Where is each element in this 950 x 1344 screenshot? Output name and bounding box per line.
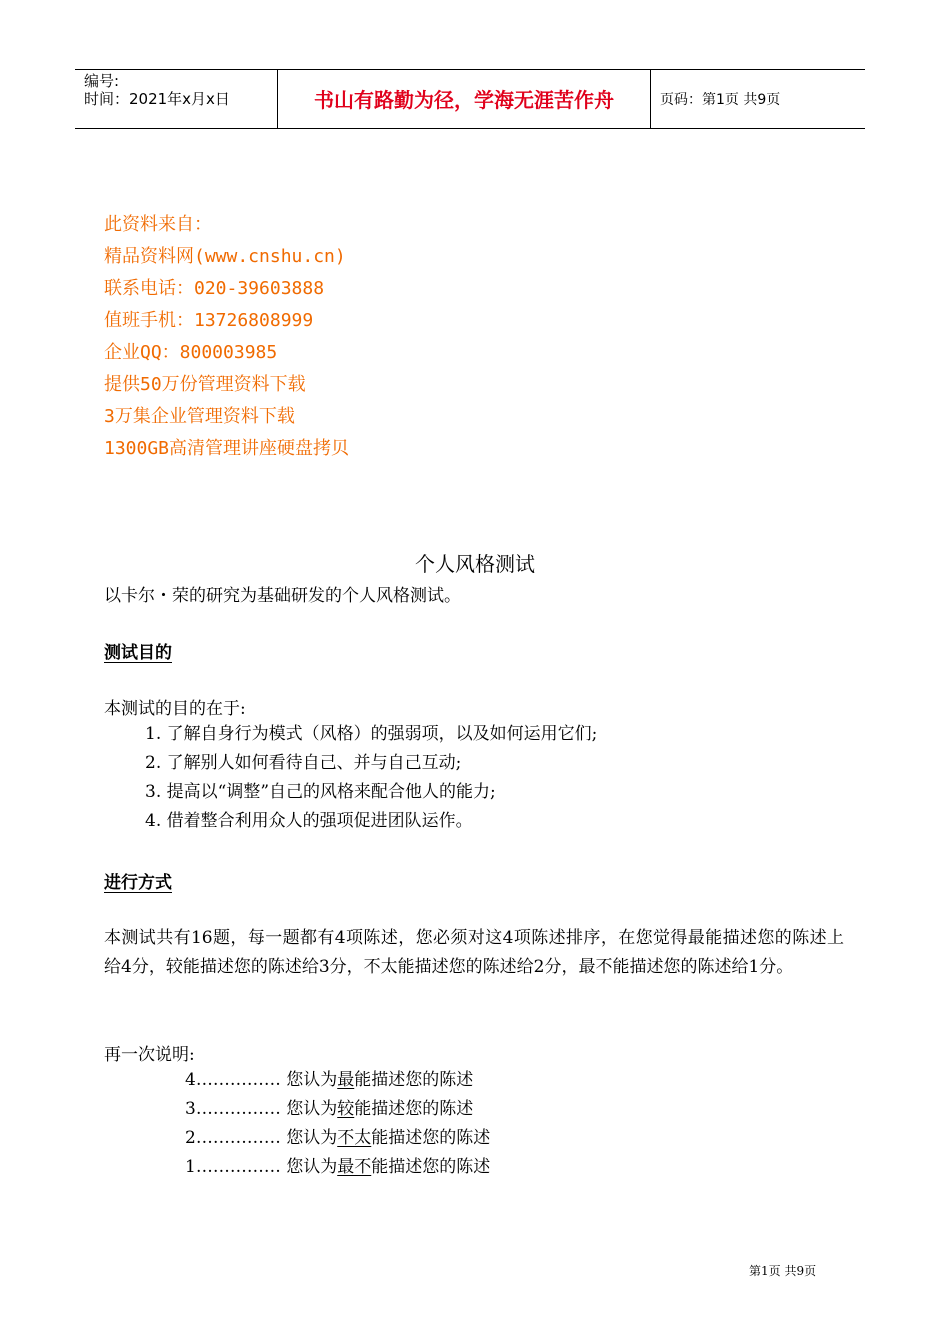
goals-lead: 本测试的目的在于: (104, 699, 246, 719)
promo-line: 精品资料网(www.cnshu.cn) (104, 246, 346, 267)
scale-keyword: 最不 (337, 1157, 372, 1177)
scale-prefix: 2…………… 您认为 (185, 1128, 338, 1148)
method-paragraph: 本测试共有16题，每一题都有4项陈述，您必须对这4项陈述排序，在您觉得最能描述您的陈述上给4分，较能描述您的陈述给3分，不太能描述您的陈述给2分，最不能描述您的陈述给1分。 (104, 928, 844, 977)
scale-suffix: 能描述您的陈述 (354, 1099, 474, 1119)
header-motto: 书山有路勤为径，学海无涯苦作舟 (314, 88, 614, 112)
scale-prefix: 1…………… 您认为 (185, 1157, 338, 1177)
header-left-cell (84, 72, 230, 108)
header-divider-right (650, 69, 651, 128)
header-bottom-rule (75, 128, 865, 129)
promo-block (104, 214, 349, 470)
serial-label: 编号: (84, 72, 120, 90)
list-item: 1. 了解自身行为模式（风格）的强弱项，以及如何运用它们; (145, 724, 598, 744)
scale-row (185, 1068, 490, 1097)
scale-prefix: 3…………… 您认为 (185, 1099, 338, 1119)
list-item: 4. 借着整合利用众人的强项促进团队运作。 (145, 811, 473, 831)
scale-row (185, 1155, 490, 1184)
scale-suffix: 能描述您的陈述 (371, 1157, 491, 1177)
scale-suffix: 能描述您的陈述 (371, 1128, 491, 1148)
scale-prefix: 4…………… 您认为 (185, 1070, 338, 1090)
promo-line: 企业QQ：800003985 (104, 342, 278, 363)
list-item: 2. 了解别人如何看待自己、并与自己互动; (145, 753, 462, 773)
scale-row (185, 1097, 490, 1126)
footer-page-info: 第1页 共9页 (749, 1264, 817, 1278)
intro-text: 以卡尔・荣的研究为基础研发的个人风格测试。 (104, 586, 461, 606)
promo-line: 3万集企业管理资料下载 (104, 406, 295, 427)
header-page-info: 页码：第1页 共9页 (660, 92, 781, 108)
again-label: 再一次说明: (104, 1045, 195, 1065)
promo-line: 1300GB高清管理讲座硬盘拷贝 (104, 438, 350, 459)
document-title: 个人风格测试 (415, 552, 535, 576)
section-heading-method: 进行方式 (104, 873, 172, 893)
promo-line: 提供50万份管理资料下载 (104, 374, 306, 395)
date-line: 时间：2021年x月x日 (84, 90, 230, 108)
promo-line: 联系电话：020-39603888 (104, 278, 325, 299)
section-heading-purpose: 测试目的 (104, 643, 172, 663)
scale-keyword: 较 (337, 1099, 355, 1119)
promo-line: 值班手机：13726808999 (104, 310, 314, 331)
scale-suffix: 能描述您的陈述 (354, 1070, 474, 1090)
goals-list (145, 722, 597, 838)
scale-row (185, 1126, 490, 1155)
scoring-scale (185, 1068, 490, 1184)
scale-keyword: 不太 (337, 1128, 372, 1148)
scale-keyword: 最 (337, 1070, 355, 1090)
promo-line: 此资料来自： (104, 214, 212, 235)
list-item: 3. 提高以“调整”自己的风格来配合他人的能力; (145, 782, 496, 802)
